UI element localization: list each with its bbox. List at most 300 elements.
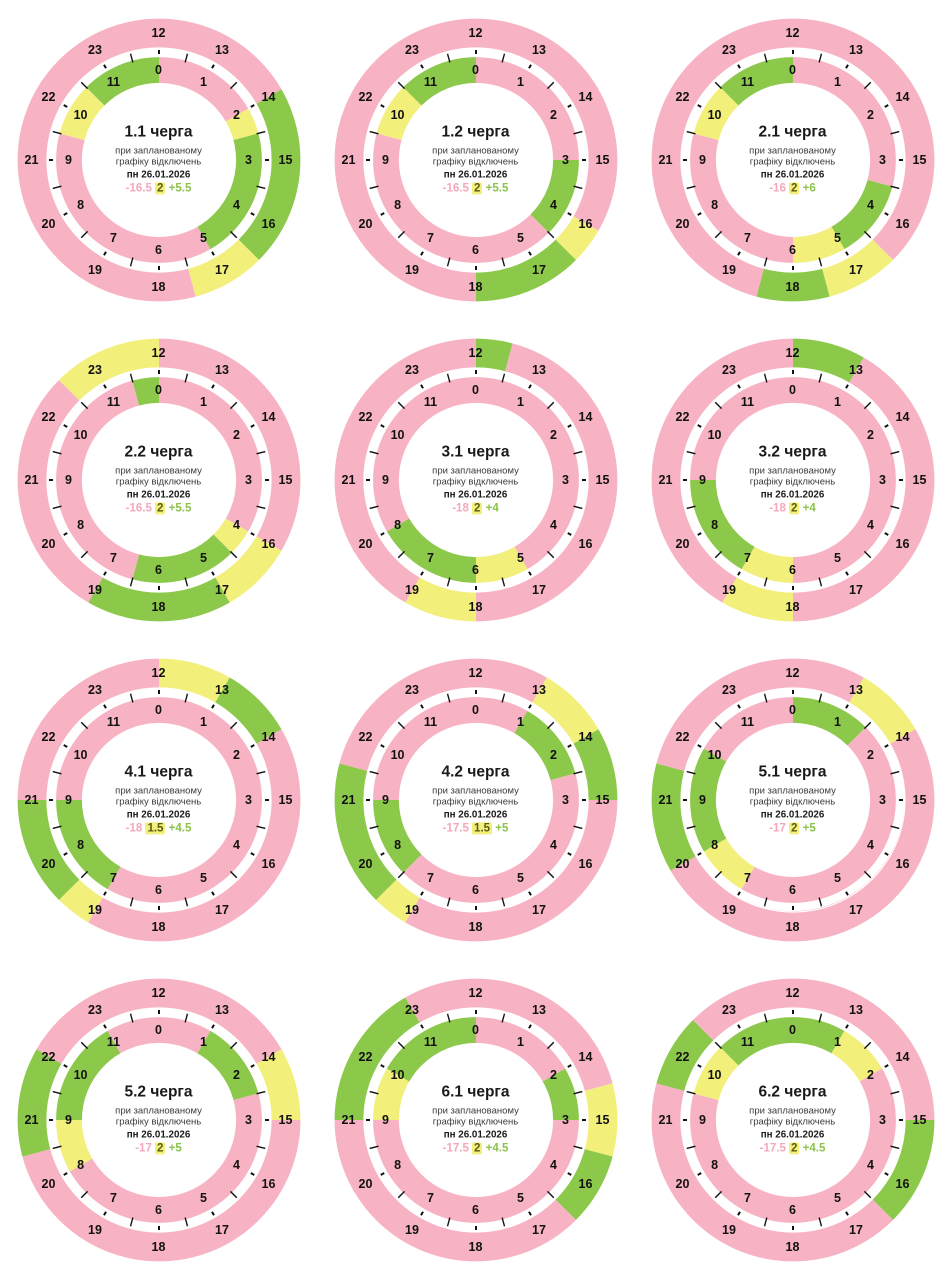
outer-hour-label: 15	[912, 153, 927, 167]
outer-hour-label: 15	[912, 793, 927, 807]
subtitle-line-2: графіку відключень	[749, 1116, 836, 1128]
outer-hour-label: 14	[261, 409, 276, 424]
hour-tick	[529, 252, 531, 255]
outer-hour-label: 13	[849, 1003, 863, 1017]
outer-ring-segment	[17, 1049, 62, 1157]
stat-hours-off: -17	[135, 1142, 152, 1155]
inner-hour-label: 6	[789, 1203, 796, 1217]
dial-center-disc	[400, 404, 552, 556]
outer-hour-label: 18	[151, 1240, 166, 1254]
outer-hour-label: 18	[785, 280, 800, 294]
hour-tick	[104, 1025, 106, 1028]
hour-tick	[380, 745, 383, 747]
inner-hour-label: 11	[106, 1035, 121, 1050]
inner-hour-label: 9	[65, 473, 72, 487]
outer-hour-label: 17	[849, 902, 863, 917]
outer-hour-label: 22	[41, 409, 56, 424]
outer-hour-label: 14	[578, 409, 593, 424]
stat-hours-off: -17.5	[442, 1142, 469, 1155]
stat-hours-on: +4	[802, 502, 816, 515]
inner-hour-label: 2	[549, 428, 557, 442]
hour-tick	[212, 892, 214, 895]
outer-hour-label: 17	[532, 902, 546, 917]
inner-hour-label: 5	[834, 550, 841, 565]
outer-hour-label: 21	[24, 153, 39, 167]
outer-hour-label: 20	[358, 856, 373, 871]
queue-title: 5.2 черга	[124, 1083, 193, 1101]
inner-hour-label: 4	[232, 1158, 240, 1172]
dial-center-disc	[83, 724, 235, 876]
outer-hour-label: 21	[341, 153, 356, 167]
inner-hour-label: 10	[707, 108, 722, 122]
outer-hour-label: 19	[88, 1222, 102, 1237]
outer-hour-label: 16	[895, 1176, 910, 1191]
outer-hour-label: 22	[41, 1049, 56, 1064]
outer-hour-label: 18	[151, 280, 166, 294]
schedule-date: пн 26.01.2026	[443, 489, 508, 501]
outer-hour-label: 22	[41, 89, 56, 104]
inner-hour-label: 4	[866, 518, 874, 532]
inner-hour-label: 5	[200, 1190, 207, 1205]
inner-hour-label: 2	[866, 428, 874, 442]
inner-hour-label: 5	[834, 1190, 841, 1205]
outer-hour-label: 20	[41, 536, 56, 551]
queue-dial[interactable]	[326, 10, 626, 310]
subtitle-line-2: графіку відключень	[115, 1116, 202, 1128]
subtitle-line-1: при запланованому	[432, 465, 519, 477]
outer-hour-label: 21	[658, 153, 673, 167]
inner-hour-label: 8	[394, 1158, 402, 1172]
inner-hour-label: 3	[245, 153, 252, 167]
inner-hour-label: 9	[382, 1113, 389, 1127]
inner-hour-label: 0	[789, 1023, 796, 1037]
subtitle-line-2: графіку відключень	[115, 796, 202, 808]
outer-hour-label: 17	[215, 262, 229, 277]
stat-hours-off: -17.5	[442, 822, 469, 835]
stat-hours-off: -18	[125, 822, 143, 835]
schedule-date: пн 26.01.2026	[443, 809, 508, 821]
outer-hour-label: 17	[532, 1222, 546, 1237]
schedule-date: пн 26.01.2026	[760, 809, 825, 821]
dial-cell	[317, 960, 634, 1280]
inner-hour-label: 9	[699, 153, 706, 167]
outer-hour-label: 12	[468, 666, 483, 680]
outer-hour-label: 15	[912, 473, 927, 487]
hour-tick	[884, 213, 887, 215]
inner-hour-label: 11	[106, 715, 121, 730]
stat-hours-on: +5	[168, 1142, 182, 1155]
inner-hour-label: 7	[110, 550, 117, 565]
outer-hour-label: 19	[722, 582, 736, 597]
subtitle-line-1: при запланованому	[115, 465, 202, 477]
outer-hour-label: 19	[88, 902, 102, 917]
inner-hour-label: 9	[65, 153, 72, 167]
hour-tick	[421, 252, 423, 255]
inner-hour-label: 11	[740, 395, 755, 410]
hour-tick	[421, 1212, 423, 1215]
outer-hour-label: 19	[88, 582, 102, 597]
outer-hour-label: 23	[405, 1003, 419, 1017]
stat-hours-on: +5.5	[485, 182, 509, 195]
inner-hour-label: 7	[110, 870, 117, 885]
inner-hour-label: 7	[110, 1190, 117, 1205]
queue-title: 5.1 черга	[758, 763, 827, 781]
inner-hour-label: 6	[472, 563, 479, 577]
outer-hour-label: 14	[895, 89, 910, 104]
stat-hours-maybe: 2	[157, 502, 164, 515]
hour-tick	[212, 1212, 214, 1215]
inner-hour-label: 11	[106, 75, 121, 90]
outer-hour-label: 22	[41, 729, 56, 744]
outer-hour-label: 21	[658, 473, 673, 487]
queue-title: 3.2 черга	[758, 443, 827, 461]
hour-tick	[884, 745, 887, 747]
hour-tick	[250, 1065, 253, 1067]
dial-cell	[317, 640, 634, 960]
outer-hour-label: 17	[215, 902, 229, 917]
dial-cell	[0, 320, 317, 640]
queue-dial[interactable]	[326, 970, 626, 1270]
inner-hour-label: 10	[707, 428, 722, 442]
inner-hour-label: 2	[232, 748, 240, 762]
hour-tick	[250, 1173, 253, 1175]
stat-hours-off: -16.5	[442, 182, 469, 195]
outer-hour-label: 18	[468, 600, 483, 614]
outer-hour-label: 23	[405, 363, 419, 377]
outer-hour-label: 21	[341, 793, 356, 807]
inner-hour-label: 4	[866, 198, 874, 212]
inner-hour-label: 0	[155, 63, 162, 77]
hour-tick	[421, 1025, 423, 1028]
inner-hour-label: 6	[155, 563, 162, 577]
hour-tick	[697, 425, 700, 427]
outer-hour-label: 12	[468, 346, 483, 360]
subtitle-line-2: графіку відключень	[115, 476, 202, 488]
inner-hour-label: 4	[232, 838, 240, 852]
hour-tick	[421, 705, 423, 708]
outer-hour-label: 18	[468, 280, 483, 294]
outer-hour-label: 13	[532, 683, 546, 697]
outer-hour-label: 12	[151, 666, 166, 680]
queue-dial[interactable]	[326, 330, 626, 630]
outer-hour-label: 20	[675, 536, 690, 551]
inner-hour-label: 1	[517, 75, 524, 90]
inner-hour-label: 7	[427, 230, 434, 245]
inner-hour-label: 6	[155, 243, 162, 257]
queue-dial[interactable]	[326, 650, 626, 950]
outer-hour-label: 16	[261, 216, 276, 231]
dial-center-disc	[400, 1044, 552, 1196]
inner-hour-label: 2	[232, 108, 240, 122]
outer-hour-label: 22	[358, 729, 373, 744]
inner-hour-label: 2	[866, 108, 874, 122]
dial-cell	[317, 320, 634, 640]
outer-hour-label: 21	[658, 793, 673, 807]
outer-hour-label: 19	[405, 1222, 419, 1237]
outer-hour-label: 17	[532, 582, 546, 597]
inner-hour-label: 8	[711, 838, 719, 852]
outer-hour-label: 21	[24, 793, 39, 807]
hour-tick	[884, 105, 887, 107]
hour-tick	[529, 65, 531, 68]
inner-hour-label: 4	[549, 838, 557, 852]
outer-hour-label: 13	[215, 363, 229, 377]
dial-center-disc	[717, 84, 869, 236]
hour-tick	[529, 572, 531, 575]
inner-hour-label: 9	[382, 473, 389, 487]
outer-hour-label: 12	[785, 986, 800, 1000]
queue-dial[interactable]	[9, 650, 309, 950]
hour-tick	[738, 1025, 740, 1028]
outer-hour-label: 20	[358, 1176, 373, 1191]
stat-hours-on: +5	[495, 822, 509, 835]
inner-hour-label: 9	[699, 793, 706, 807]
dial-center-disc	[400, 724, 552, 876]
outer-hour-label: 13	[215, 683, 229, 697]
dial-cell	[0, 960, 317, 1280]
inner-hour-label: 5	[517, 1190, 524, 1205]
inner-hour-label: 4	[549, 198, 557, 212]
inner-hour-label: 1	[517, 395, 524, 410]
inner-hour-label: 0	[155, 703, 162, 717]
outer-hour-label: 19	[722, 1222, 736, 1237]
inner-hour-label: 11	[740, 1035, 755, 1050]
outer-hour-label: 16	[578, 1176, 593, 1191]
inner-hour-label: 8	[77, 198, 85, 212]
subtitle-line-1: при запланованому	[749, 145, 836, 157]
inner-hour-label: 11	[740, 75, 755, 90]
outer-hour-label: 21	[24, 473, 39, 487]
hour-tick	[567, 105, 570, 107]
outer-hour-label: 15	[278, 153, 293, 167]
hour-tick	[697, 105, 700, 107]
hour-tick	[884, 1065, 887, 1067]
subtitle-line-2: графіку відключень	[115, 156, 202, 168]
subtitle-line-2: графіку відключень	[749, 156, 836, 168]
dial-rings	[9, 330, 309, 630]
inner-hour-label: 7	[427, 550, 434, 565]
hour-tick	[380, 1065, 383, 1067]
hour-tick	[846, 252, 848, 255]
outer-hour-label: 14	[895, 409, 910, 424]
hour-tick	[846, 892, 848, 895]
subtitle-line-2: графіку відключень	[749, 796, 836, 808]
outer-hour-label: 16	[895, 536, 910, 551]
inner-hour-label: 3	[879, 473, 886, 487]
outer-hour-label: 15	[278, 473, 293, 487]
stat-hours-maybe: 2	[791, 502, 798, 515]
hour-tick	[697, 533, 700, 535]
subtitle-line-1: при запланованому	[432, 1105, 519, 1117]
inner-hour-label: 10	[707, 748, 722, 762]
outer-hour-label: 23	[405, 43, 419, 57]
subtitle-line-2: графіку відключень	[432, 156, 519, 168]
outer-hour-label: 13	[849, 683, 863, 697]
queue-title: 2.1 черга	[758, 123, 827, 141]
inner-hour-label: 11	[423, 75, 438, 90]
outer-hour-label: 13	[532, 43, 546, 57]
outer-hour-label: 12	[151, 346, 166, 360]
hour-tick	[63, 1065, 66, 1067]
hour-tick	[529, 385, 531, 388]
queue-dial[interactable]	[643, 10, 943, 310]
outer-hour-label: 18	[785, 1240, 800, 1254]
inner-hour-label: 5	[517, 230, 524, 245]
inner-hour-label: 8	[711, 1158, 719, 1172]
stat-hours-off: -16.5	[125, 182, 152, 195]
inner-hour-label: 11	[106, 395, 121, 410]
subtitle-line-1: при запланованому	[432, 145, 519, 157]
hour-tick	[884, 425, 887, 427]
inner-hour-label: 1	[834, 1035, 841, 1050]
dial-center-disc	[717, 724, 869, 876]
outer-hour-label: 16	[578, 536, 593, 551]
hour-tick	[63, 213, 66, 215]
hour-tick	[567, 533, 570, 535]
dial-center-disc	[400, 84, 552, 236]
hour-tick	[63, 105, 66, 107]
inner-hour-label: 0	[472, 63, 479, 77]
queue-dial[interactable]	[9, 10, 309, 310]
stat-hours-maybe: 2	[791, 1142, 798, 1155]
hour-tick	[567, 1173, 570, 1175]
hour-tick	[63, 745, 66, 747]
dial-rings	[326, 10, 626, 310]
stat-hours-on: +6	[802, 182, 816, 195]
outer-hour-label: 13	[849, 43, 863, 57]
inner-hour-label: 7	[427, 1190, 434, 1205]
outer-hour-label: 19	[88, 262, 102, 277]
dial-center-disc	[717, 1044, 869, 1196]
stat-hours-maybe: 2	[474, 502, 481, 515]
dial-rings	[643, 10, 943, 310]
inner-hour-label: 1	[200, 75, 207, 90]
subtitle-line-1: при запланованому	[749, 785, 836, 797]
queue-title: 6.2 черга	[758, 1083, 827, 1101]
hour-tick	[529, 1212, 531, 1215]
outer-hour-label: 15	[912, 1113, 927, 1127]
inner-hour-label: 0	[789, 63, 796, 77]
hour-tick	[884, 533, 887, 535]
stat-hours-off: -17.5	[759, 1142, 786, 1155]
inner-hour-label: 0	[472, 703, 479, 717]
stat-hours-off: -18	[452, 502, 469, 515]
outer-hour-label: 13	[215, 1003, 229, 1017]
inner-hour-label: 6	[472, 243, 479, 257]
inner-hour-label: 2	[549, 1068, 557, 1082]
outer-hour-label: 20	[41, 216, 56, 231]
subtitle-line-2: графіку відключень	[749, 476, 836, 488]
inner-hour-label: 11	[423, 395, 438, 410]
outer-hour-label: 17	[215, 582, 229, 597]
inner-hour-label: 7	[744, 870, 751, 885]
hour-tick	[212, 1025, 214, 1028]
inner-hour-label: 3	[879, 793, 886, 807]
outer-hour-label: 17	[849, 582, 863, 597]
outer-hour-label: 20	[41, 856, 56, 871]
inner-hour-label: 0	[789, 703, 796, 717]
outer-hour-label: 23	[405, 683, 419, 697]
stat-hours-on: +4.5	[168, 822, 192, 835]
queue-title: 1.2 черга	[441, 123, 510, 141]
stat-hours-maybe: 2	[157, 1142, 164, 1155]
inner-hour-label: 2	[232, 428, 240, 442]
queue-title: 6.1 черга	[441, 1083, 510, 1101]
outer-hour-label: 15	[595, 473, 610, 487]
hour-tick	[380, 105, 383, 107]
inner-hour-label: 4	[866, 1158, 874, 1172]
dial-rings	[643, 650, 943, 950]
outer-hour-label: 14	[261, 89, 276, 104]
queue-dial[interactable]	[643, 650, 943, 950]
dial-center-disc	[83, 1044, 235, 1196]
hour-tick	[738, 705, 740, 708]
outer-hour-label: 18	[468, 1240, 483, 1254]
dial-rings	[643, 970, 943, 1270]
queue-dial[interactable]	[9, 330, 309, 630]
inner-hour-label: 3	[245, 1113, 252, 1127]
schedule-date: пн 26.01.2026	[760, 169, 825, 181]
inner-hour-label: 4	[549, 1158, 557, 1172]
hour-tick	[738, 252, 740, 255]
outer-hour-label: 17	[532, 262, 546, 277]
outer-hour-label: 18	[151, 600, 166, 614]
outer-hour-label: 20	[358, 536, 373, 551]
queue-dial[interactable]	[643, 330, 943, 630]
inner-hour-label: 11	[740, 715, 755, 730]
dial-rings	[326, 650, 626, 950]
hour-tick	[250, 853, 253, 855]
dial-cell	[634, 640, 951, 960]
subtitle-line-1: при запланованому	[115, 1105, 202, 1117]
stat-hours-on: +5.5	[168, 182, 192, 195]
stat-hours-maybe: 2	[474, 1142, 481, 1155]
inner-hour-label: 1	[834, 715, 841, 730]
dial-cell	[317, 0, 634, 320]
outer-hour-label: 22	[358, 89, 373, 104]
queue-dial[interactable]	[9, 970, 309, 1270]
hour-tick	[212, 252, 214, 255]
subtitle-line-1: при запланованому	[115, 785, 202, 797]
inner-hour-label: 3	[562, 1113, 569, 1127]
inner-hour-label: 1	[200, 1035, 207, 1050]
hour-tick	[846, 705, 848, 708]
outer-hour-label: 19	[405, 902, 419, 917]
dial-rings	[9, 970, 309, 1270]
inner-hour-label: 6	[155, 883, 162, 897]
outer-hour-label: 22	[358, 409, 373, 424]
outer-hour-label: 21	[24, 1113, 39, 1127]
outer-hour-label: 19	[722, 902, 736, 917]
inner-hour-label: 9	[382, 153, 389, 167]
outer-hour-label: 16	[578, 856, 593, 871]
inner-hour-label: 3	[562, 153, 569, 167]
outer-hour-label: 16	[578, 216, 593, 231]
stat-hours-off: -16	[769, 182, 786, 195]
inner-hour-label: 10	[73, 748, 88, 762]
outer-hour-label: 16	[261, 856, 276, 871]
schedule-date: пн 26.01.2026	[443, 169, 508, 181]
queue-dial[interactable]	[643, 970, 943, 1270]
hour-tick	[529, 892, 531, 895]
hour-tick	[104, 252, 106, 255]
hour-tick	[212, 572, 214, 575]
inner-hour-label: 8	[77, 1158, 85, 1172]
inner-hour-label: 0	[155, 383, 162, 397]
inner-hour-label: 1	[200, 715, 207, 730]
inner-hour-label: 2	[866, 748, 874, 762]
dial-cell	[634, 960, 951, 1280]
